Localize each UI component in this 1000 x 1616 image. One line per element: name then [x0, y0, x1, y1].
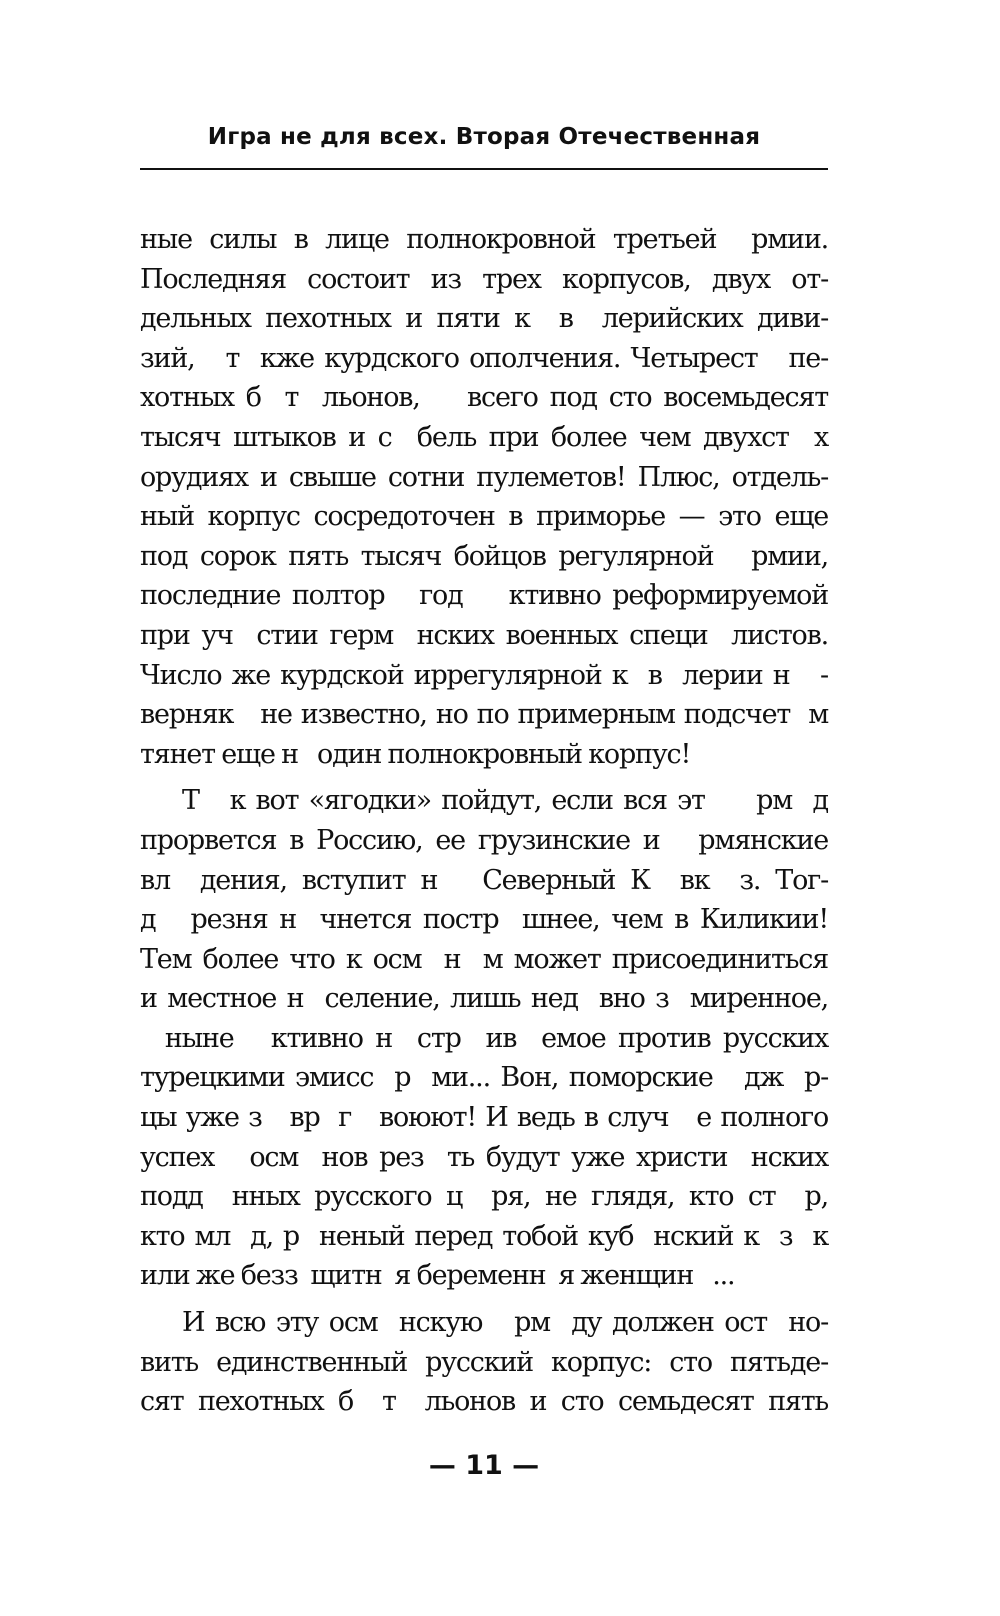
paragraph-1 [140, 220, 828, 774]
paragraph-3 [140, 1303, 828, 1422]
text-line: И всю эту осм нскую рм ду должен ост но- [182, 1307, 828, 1339]
text-line: прорвется в Россию, ее грузинские и рмянские [140, 824, 828, 856]
running-head-title: Игра не для всех. Вторая Отечественная [207, 124, 761, 150]
header-rule [140, 168, 828, 170]
text-line: дельных пехотных и пяти к в лерийских диви- [140, 303, 828, 335]
body-text [140, 220, 828, 1422]
text-line: Тем более что к осм н м может присоединиться [140, 943, 828, 975]
text-line: д резня н чнется постр шнее, чем в Киликии! [140, 904, 828, 936]
text-line: ный корпус сосредоточен в приморье — это еще [140, 501, 828, 533]
paragraph-2 [140, 781, 828, 1296]
text-line: тянет еще н один полнокровный корпус! [140, 738, 691, 770]
text-line: при уч стии герм нских военных специ листов. [140, 619, 828, 651]
text-line: ныне ктивно н стр ив емое против русских [140, 1022, 828, 1054]
text-line: верняк не известно, но по примерным подсчет м [140, 699, 828, 731]
text-line: Число же курдской иррегулярной к в лерии н - [140, 659, 828, 691]
text-line: последние полтор год ктивно реформируемой [140, 580, 828, 612]
text-line: подд нных русского ц ря, не глядя, кто ст р, [140, 1181, 828, 1213]
text-line: тысяч штыков и с бель при более чем двухст х [140, 421, 828, 453]
text-line: цы уже з вр г воюют! И ведь в случ е полного [140, 1102, 828, 1134]
text-line: под сорок пять тысяч бойцов регулярной рмии, [140, 540, 828, 572]
text-line: ные силы в лице полнокровной третьей рмии. [140, 224, 828, 255]
text-line: вл дения, вступит н Северный К вк з. Тог- [140, 864, 828, 896]
paragraph-spacer [140, 774, 828, 781]
text-line: турецкими эмисс р ми... Вон, поморские дж р- [140, 1062, 828, 1094]
text-line: и местное н селение, лишь нед вно з миренное, [140, 983, 828, 1015]
text-line: кто мл д, р неный перед тобой куб нский к з к [140, 1220, 828, 1252]
text-line: хотных б т льонов, всего под сто восемьдесят [140, 382, 828, 414]
text-line: сят пехотных б т льонов и сто семьдесят пять [140, 1386, 828, 1418]
text-line: зий, т кже курдского ополчения. Четырест пе- [140, 342, 828, 374]
text-line: Т к вот «ягодки» пойдут, если вся эт рм д [182, 785, 828, 817]
text-line: Последняя состоит из трех корпусов, двух от- [140, 263, 828, 295]
text-line: вить единственный русский корпус: сто пятьде- [140, 1346, 828, 1378]
text-line: орудиях и свыше сотни пулеметов! Плюс, отдель- [140, 461, 828, 493]
text-line: успех осм нов рез ть будут уже христи нских [140, 1141, 828, 1173]
page-number: — 11 — [428, 1450, 540, 1481]
paragraph-spacer [140, 1296, 828, 1303]
text-line: или же безз щитн я беременн я женщин ... [140, 1260, 735, 1292]
